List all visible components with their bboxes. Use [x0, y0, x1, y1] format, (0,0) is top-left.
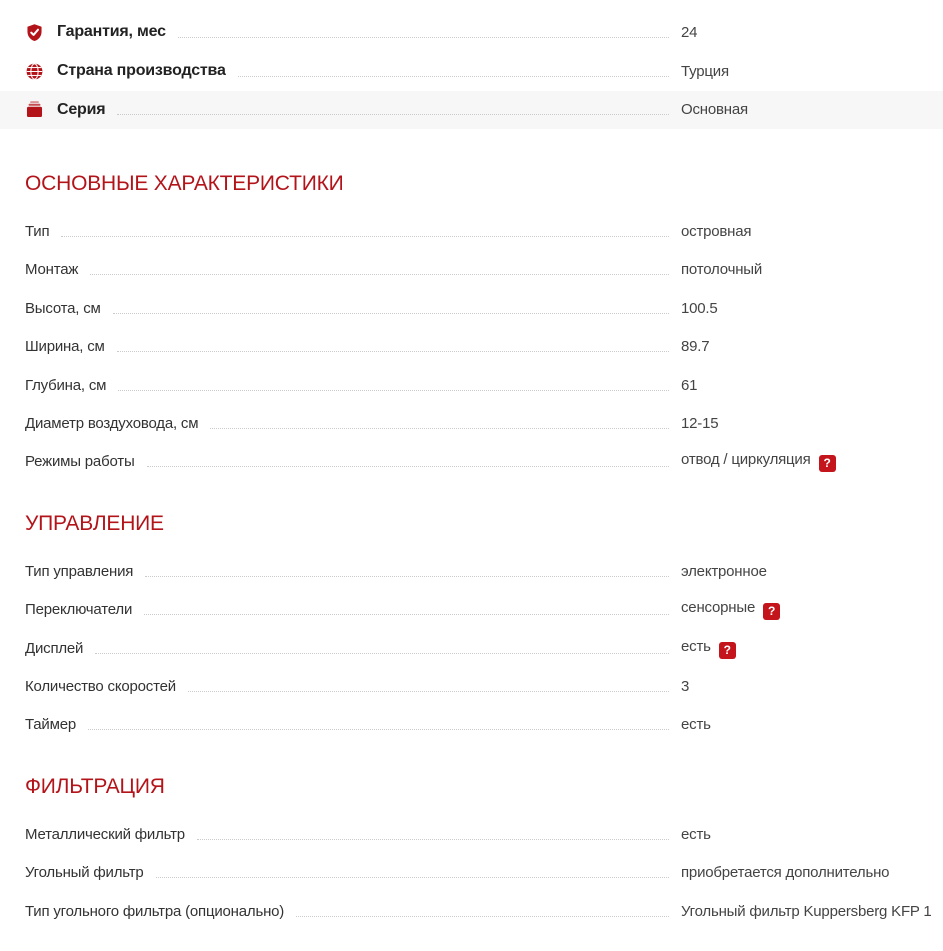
spec-value: есть: [681, 637, 711, 655]
shield-check-icon: [25, 23, 44, 42]
top-spec-row-series[interactable]: [0, 91, 943, 130]
help-icon[interactable]: ?: [763, 603, 780, 620]
dotted-leader: [178, 37, 669, 38]
spec-row-modes: Режимы работы отвод / циркуляция ?: [0, 443, 943, 481]
section-rows: [0, 552, 943, 744]
spec-value: островная: [681, 223, 752, 241]
spec-row-carbon-filter: Угольный фильтр приобретается дополнительно: [25, 864, 890, 882]
spec-row-depth: Глубина, см 61: [25, 376, 698, 394]
spec-value: Турция: [681, 62, 729, 80]
spec-row-speeds: Количество скоростей 3: [25, 677, 690, 695]
spec-value: Основная: [681, 101, 748, 119]
dotted-leader: [117, 114, 669, 115]
section-title-main-characteristics: ОСНОВНЫЕ ХАРАКТЕРИСТИКИ: [25, 172, 344, 196]
spec-value: есть: [681, 716, 711, 734]
spec-value: 89.7: [681, 338, 710, 356]
spec-value: сенсорные: [681, 599, 756, 617]
spec-value: отвод / циркуляция: [681, 451, 811, 469]
dotted-leader: [210, 428, 669, 429]
spec-label: Страна производства: [57, 62, 226, 80]
help-icon[interactable]: ?: [719, 642, 736, 659]
spec-row-mount: Монтаж потолочный: [25, 261, 763, 279]
spec-value: приобретается дополнительно: [681, 864, 890, 882]
spec-row-timer: Таймер есть: [25, 716, 711, 734]
spec-label: Серия: [57, 100, 106, 118]
spec-value: электронное: [681, 562, 767, 580]
dotted-leader: [188, 691, 669, 692]
spec-row-height: Высота, см 100.5: [25, 299, 718, 317]
dotted-leader: [90, 274, 669, 275]
dotted-leader: [118, 390, 669, 391]
globe-icon: [25, 62, 44, 81]
top-spec-row-warranty[interactable]: [0, 13, 943, 52]
dotted-leader: [117, 351, 669, 352]
top-spec-row-country[interactable]: [0, 52, 943, 91]
spec-row-type: Тип островная: [25, 223, 752, 241]
dotted-leader: [238, 76, 669, 77]
spec-value: 100.5: [681, 299, 718, 317]
dotted-leader: [88, 729, 669, 730]
spec-row-control-type: Тип управления электронное: [25, 562, 767, 580]
dotted-leader: [61, 236, 669, 237]
spec-label: Гарантия, мес: [57, 23, 166, 41]
spec-value: Угольный фильтр Kuppersberg KFP 1: [681, 902, 932, 920]
dotted-leader: [113, 313, 669, 314]
section-title-control: УПРАВЛЕНИЕ: [25, 512, 164, 536]
spec-row-metal-filter: Металлический фильтр есть: [25, 825, 711, 843]
spec-value: 12-15: [681, 415, 719, 433]
dotted-leader: [95, 653, 669, 654]
help-icon[interactable]: ?: [819, 455, 836, 472]
section-title-filtration: ФИЛЬТРАЦИЯ: [25, 775, 165, 799]
spec-value: 24: [681, 23, 698, 41]
section-rows: [0, 212, 943, 481]
spec-row-width: Ширина, см 89.7: [25, 338, 710, 356]
spec-row-duct-diameter: Диаметр воздуховода, см 12-15: [25, 415, 719, 433]
dotted-leader: [145, 576, 669, 577]
section-rows: [0, 815, 943, 930]
spec-value: 3: [681, 677, 690, 695]
spec-row-switches: Переключатели сенсорные ?: [0, 591, 943, 629]
spec-row-display: Дисплей есть ?: [0, 629, 943, 667]
dotted-leader: [156, 877, 669, 878]
dotted-leader: [144, 614, 669, 615]
spec-value: потолочный: [681, 261, 763, 279]
spec-value: 61: [681, 376, 698, 394]
series-box-icon: [25, 100, 44, 119]
dotted-leader: [296, 916, 669, 917]
spec-row-carbon-filter-type: Тип угольного фильтра (опционально) Угольный фильтр Kuppersberg KFP 1: [25, 902, 932, 920]
dotted-leader: [147, 466, 669, 467]
dotted-leader: [197, 839, 669, 840]
spec-value: есть: [681, 825, 711, 843]
